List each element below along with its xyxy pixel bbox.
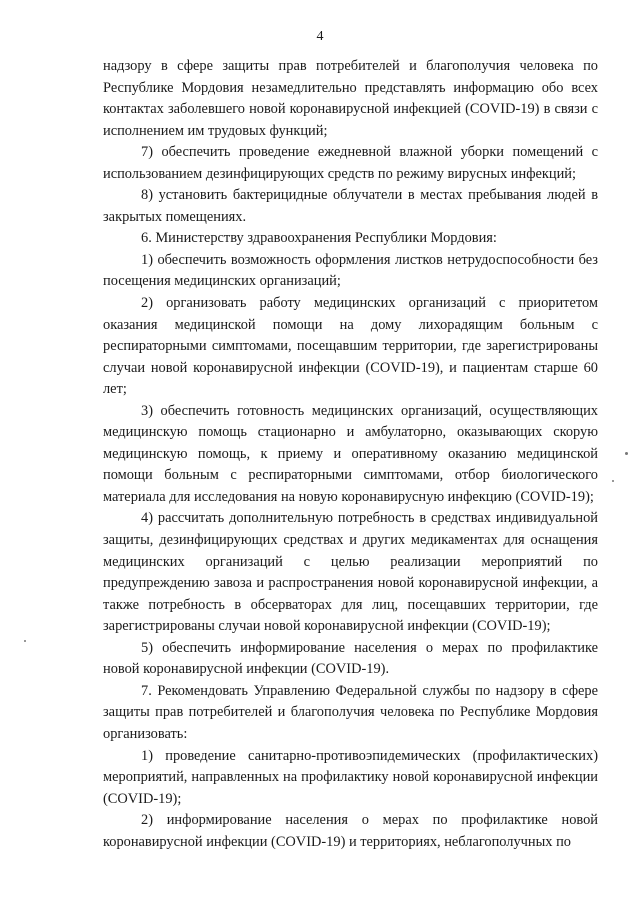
scan-speck	[24, 640, 26, 642]
paragraph-item-7-cleaning: 7) обеспечить проведение ежедневной влажной уборки помещений с использованием дезинфицирующих средств по режиму вирусных инфекций;	[103, 144, 598, 182]
paragraph-item-8-irradiators: 8) установить бактерицидные облучатели в местах пребывания людей в закрытых помещениях.	[103, 187, 598, 225]
paragraph-section-7-item-2: 2) информирование населения о мерах по профилактике новой коронавирусной инфекции (COVID-19) и территориях, неблагополучных по	[103, 812, 598, 850]
paragraph-section-6-item-2: 2) организовать работу медицинских организаций с приоритетом оказания медицинской помощи на дому лихорадящим больным с респираторными симптомами, посещавшим территории, где зарегистрированы случаи новой коронавирусной инфекции (COVID-19), и пациентам старше 60 лет;	[103, 295, 598, 398]
scan-speck	[625, 452, 628, 455]
paragraph-section-6-item-4: 4) рассчитать дополнительную потребность в средствах индивидуальной защиты, дезинфицирующих средствах и других медикаментах для оснащения медицинских организаций с целью реализации мероприятий по предупреждению завоза и распространения новой коронавирусной инфекции, а также потребность в обсерваторах для лиц, посещавших территории, где зарегистрированы случаи новой коронавирусной инфекции (COVID-19);	[103, 510, 598, 635]
paragraph-section-7-heading: 7. Рекомендовать Управлению Федеральной службы по надзору в сфере защиты прав потребителей и благополучия человека по Республике Мордовия организовать:	[103, 682, 598, 742]
paragraph-continuation: надзору в сфере защиты прав потребителей и благополучия человека по Республике Мордовия незамедлительно представлять информацию обо всех контактах заболевшего новой коронавирусной инфекцией (COVID-19) в связи с исполнением им трудовых функций;	[103, 58, 598, 139]
paragraph-section-6-item-3: 3) обеспечить готовность медицинских организаций, осуществляющих медицинскую помощь стационарно и амбулаторно, оказывающих скорую медицинскую помощь, к приему и оперативному оказанию медицинской помощи больным с респираторными симптомами, отбор биологического материала для исследования на новую коронавирусную инфекцию (COVID-19);	[103, 402, 598, 505]
text-body	[103, 56, 598, 853]
paragraph-section-6-heading: 6. Министерству здравоохранения Республики Мордовия:	[141, 230, 497, 247]
paragraph-section-6-item-5: 5) обеспечить информирование населения о мерах по профилактике новой коронавирусной инфекции (COVID-19).	[103, 639, 598, 678]
paragraph-section-7-item-1: 1) проведение санитарно-противоэпидемических (профилактических) мероприятий, направленных на профилактику новой коронавирусной инфекции (COVID-19);	[103, 747, 598, 807]
paragraph-section-6-item-1: 1) обеспечить возможность оформления листков нетрудоспособности без посещения медицинских организаций;	[103, 251, 598, 290]
page-number: 4	[316, 29, 324, 44]
scan-speck	[612, 480, 614, 482]
